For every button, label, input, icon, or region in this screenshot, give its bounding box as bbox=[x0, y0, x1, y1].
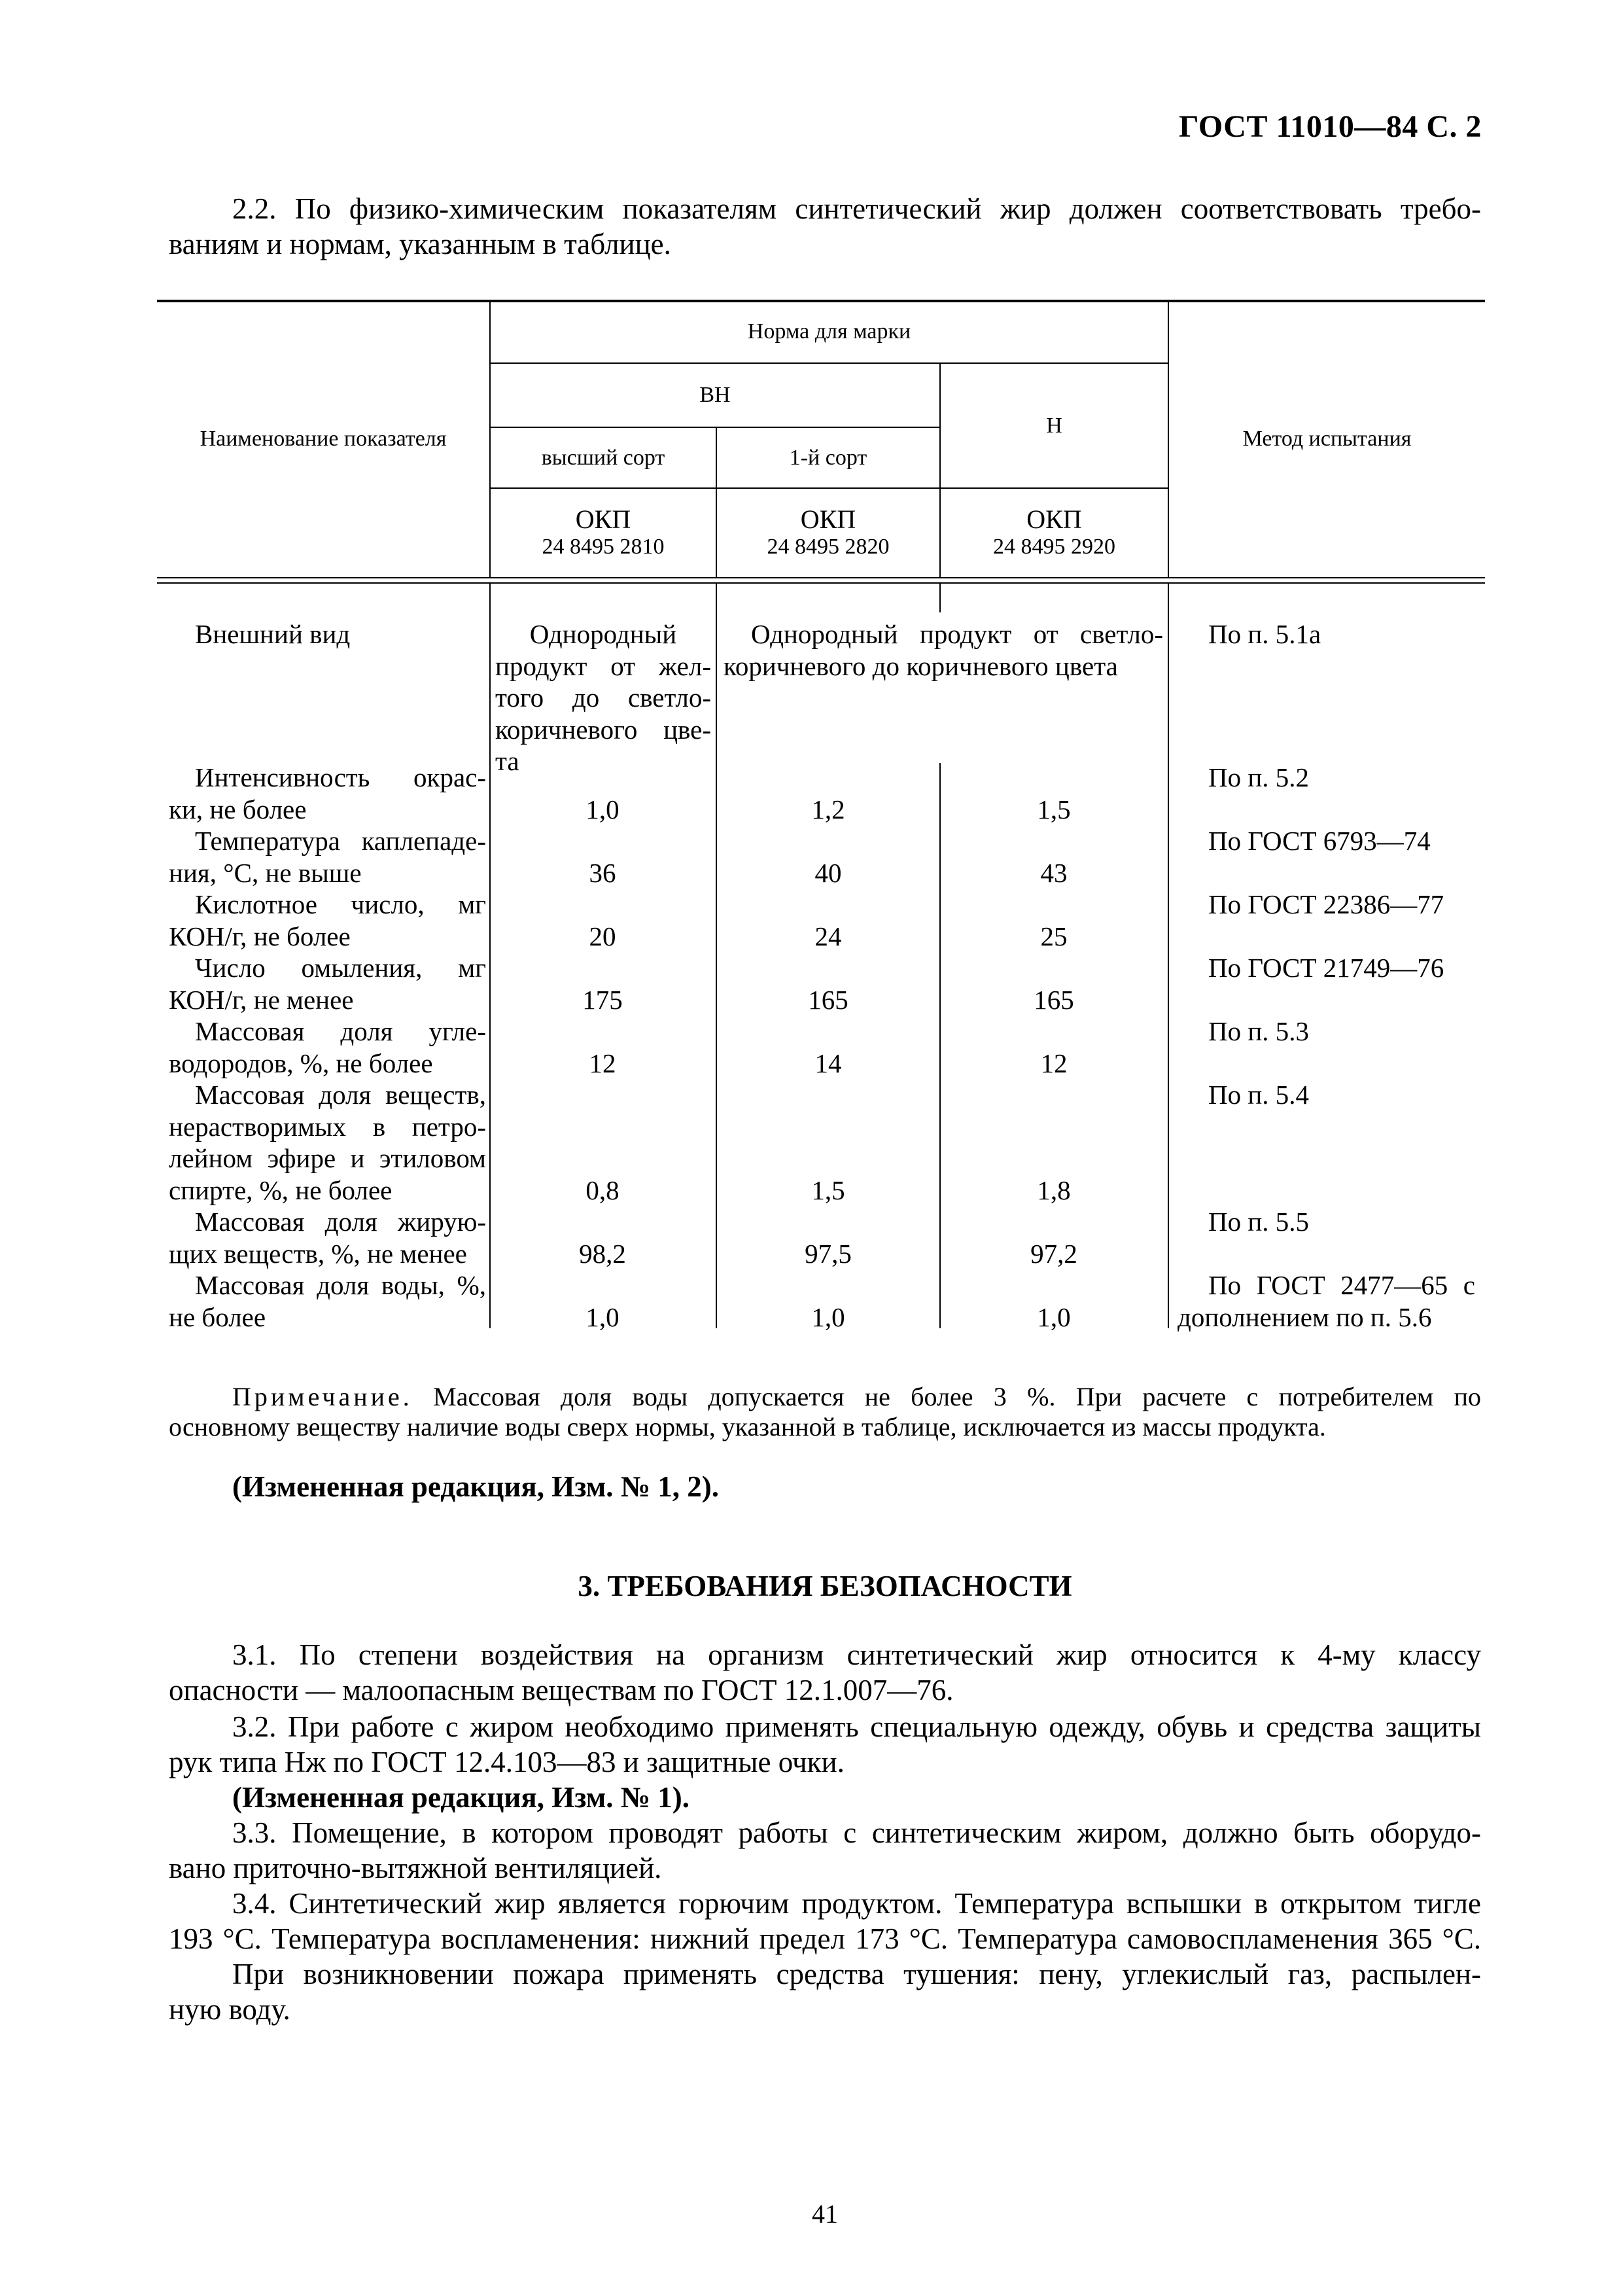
norm-value: 1,0 bbox=[811, 1301, 845, 1332]
appearance-name: Внешний вид bbox=[195, 619, 351, 649]
norm-value: 97,2 bbox=[1030, 1238, 1077, 1269]
table-header-bottom-rule bbox=[157, 582, 1485, 584]
paragraph-3-4-line: 193 °С. Температура воспламенения: нижний предел 173 °С. Температура самовоспламенения 365 °С. bbox=[169, 1922, 1481, 1955]
norm-value: 175 bbox=[582, 984, 623, 1015]
indicator-name-line: Массовая доля жирую- bbox=[195, 1207, 486, 1237]
test-method bbox=[1208, 889, 1506, 921]
norm-value: 20 bbox=[589, 921, 616, 951]
paragraph-3-1-line: 3.1. По степени воздействия на организм синтетический жир относится к 4-му классу bbox=[232, 1638, 1481, 1671]
paragraph-3-4-line: 3.4. Синтетический жир является горючим продуктом. Температура вспышки в открытом тигле bbox=[232, 1887, 1481, 1920]
indicator-name-line: ния, °С, не выше bbox=[169, 857, 362, 888]
paragraph-3-5-line: ную воду. bbox=[169, 1993, 290, 2026]
table-column-rule bbox=[716, 582, 717, 1328]
norm-value: 165 bbox=[808, 984, 848, 1015]
norm-value: 36 bbox=[589, 857, 616, 888]
norm-value: 24 bbox=[814, 921, 842, 951]
indicator-name-line: Массовая доля воды, %, bbox=[195, 1270, 486, 1300]
indicator-name-line: водородов, %, не более bbox=[169, 1048, 433, 1078]
norm-value: 1,5 bbox=[1037, 794, 1071, 824]
okp-label: ОКП bbox=[575, 504, 631, 534]
norm-value: 14 bbox=[814, 1048, 842, 1078]
norm-value: 12 bbox=[1040, 1048, 1068, 1078]
indicator-name-line: КОН/г, не менее bbox=[169, 984, 354, 1015]
okp-code: 24 8495 2810 bbox=[542, 534, 665, 559]
appearance-grade-1-and-n bbox=[724, 618, 1163, 682]
header-indicator-name: Наименование показателя bbox=[200, 427, 447, 451]
header-test-method: Метод испытания bbox=[1242, 427, 1412, 451]
header-first-grade: 1-й сорт bbox=[789, 445, 867, 470]
norm-value: 1,5 bbox=[811, 1174, 845, 1205]
section-3-amendment: (Измененная редакция, Изм. № 1). bbox=[232, 1781, 690, 1814]
header-grade-n: Н bbox=[1046, 413, 1062, 438]
test-method bbox=[1208, 952, 1506, 984]
norm-value: 165 bbox=[1034, 984, 1074, 1015]
norm-value: 1,8 bbox=[1037, 1174, 1071, 1205]
note-line: основному веществу наличие воды сверх нормы, указанной в таблице, исключается из массы продукта. bbox=[169, 1412, 1326, 1441]
indicator-name-line: нерастворимых в петро- bbox=[169, 1111, 486, 1142]
appearance-line: та bbox=[495, 746, 519, 776]
test-method bbox=[1208, 1079, 1506, 1111]
header-okp-2 bbox=[717, 489, 939, 577]
indicator-name-line: Интенсивность окрас- bbox=[195, 762, 486, 792]
test-method-line: По п. 5.3 bbox=[1208, 1016, 1310, 1046]
note-line bbox=[169, 1382, 1481, 1412]
appearance-line: Однородный bbox=[529, 619, 677, 649]
appearance-top-grade bbox=[495, 618, 711, 777]
paragraph-3-2-line: 3.2. При работе с жиром необходимо применять специальную одежду, обувь и средства защиты bbox=[232, 1710, 1481, 1743]
norm-value: 1,0 bbox=[1037, 1301, 1071, 1332]
note-label: Примечание. bbox=[232, 1382, 413, 1411]
indicator-name-line: Массовая доля веществ, bbox=[195, 1080, 486, 1110]
norm-value: 97,5 bbox=[805, 1238, 852, 1269]
test-method bbox=[1208, 1206, 1506, 1238]
okp-code: 24 8495 2920 bbox=[993, 534, 1115, 559]
paragraph-3-2-line: рук типа Нж по ГОСТ 12.4.103—83 и защитные очки. bbox=[169, 1746, 845, 1778]
header-grade-vn: ВН bbox=[699, 383, 731, 407]
indicator-name bbox=[169, 1016, 486, 1079]
indicator-name-line: Кислотное число, мг bbox=[195, 889, 486, 919]
indicator-name bbox=[169, 889, 486, 952]
document-header: ГОСТ 11010—84 С. 2 bbox=[1179, 109, 1482, 144]
test-method-line: По ГОСТ 2477—65 с bbox=[1208, 1270, 1475, 1300]
section-3-body bbox=[169, 1637, 1481, 2027]
norm-value: 1,2 bbox=[811, 794, 845, 824]
indicator-name bbox=[169, 1206, 486, 1269]
indicator-name bbox=[169, 1269, 486, 1333]
test-method-line: По п. 5.5 bbox=[1208, 1207, 1310, 1237]
indicator-name-line: не более bbox=[169, 1301, 266, 1332]
indicator-name-line: спирте, %, не более bbox=[169, 1174, 393, 1205]
note-text: Массовая доля воды допускается не более 3 %. При расчете с потребителем по bbox=[433, 1382, 1482, 1411]
norm-value: 1,0 bbox=[585, 1301, 620, 1332]
indicator-name-line: щих веществ, %, не менее bbox=[169, 1238, 467, 1269]
indicator-name bbox=[169, 1079, 486, 1206]
test-method-line: По ГОСТ 22386—77 bbox=[1208, 889, 1444, 919]
appearance-line: того до светло- bbox=[495, 682, 711, 713]
paragraph-line: ваниям и нормам, указанным в таблице. bbox=[169, 228, 671, 260]
amendment-note bbox=[169, 1469, 1481, 1504]
paragraph-3-3-line: вано приточно-вытяжной вентиляцией. bbox=[169, 1852, 662, 1884]
header-okp-3 bbox=[941, 489, 1168, 577]
appearance-line: коричневого цве- bbox=[495, 714, 711, 745]
norm-value: 25 bbox=[1040, 921, 1068, 951]
okp-label: ОКП bbox=[800, 504, 856, 534]
table-column-rule bbox=[939, 763, 941, 1328]
indicator-name-line: Число омыления, мг bbox=[195, 953, 486, 983]
indicator-name bbox=[169, 762, 486, 825]
norm-value: 12 bbox=[589, 1048, 616, 1078]
amendment-text: (Измененная редакция, Изм. № 1, 2). bbox=[232, 1470, 720, 1503]
test-method-line: дополнением по п. 5.6 bbox=[1178, 1301, 1432, 1332]
test-method-line: По п. 5.2 bbox=[1208, 762, 1310, 792]
indicator-name-line: Температура каплепаде- bbox=[195, 826, 486, 856]
paragraph-line: 2.2. По физико-химическим показателям синтетический жир должен соответствовать требо- bbox=[232, 192, 1481, 225]
table-column-rule bbox=[1168, 582, 1169, 1328]
test-method-line: По ГОСТ 6793—74 bbox=[1208, 826, 1431, 856]
test-method bbox=[1208, 1016, 1506, 1048]
table-note bbox=[169, 1382, 1481, 1442]
norm-value: 1,0 bbox=[585, 794, 620, 824]
indicator-name-line: лейном эфире и этиловом bbox=[169, 1143, 486, 1173]
table-header-bottom-rule bbox=[157, 577, 1485, 578]
indicator-name-line: ки, не более bbox=[169, 794, 307, 824]
header-top-grade: высший сорт bbox=[541, 445, 665, 470]
test-method-line: По п. 5.4 bbox=[1208, 1080, 1310, 1110]
header-norm-for-grade: Норма для марки bbox=[747, 319, 911, 344]
norm-value: 40 bbox=[814, 857, 842, 888]
indicator-name-line: Массовая доля угле- bbox=[195, 1016, 486, 1046]
norm-value: 98,2 bbox=[579, 1238, 626, 1269]
paragraph-3-3-line: 3.3. Помещение, в котором проводят работы с синтетическим жиром, должно быть оборудо- bbox=[232, 1816, 1481, 1849]
test-method bbox=[1178, 1269, 1475, 1333]
table-column-rule bbox=[489, 582, 491, 1328]
indicator-name bbox=[169, 952, 486, 1016]
table-column-rule bbox=[939, 582, 941, 612]
section-3-title: 3. ТРЕБОВАНИЯ БЕЗОПАСНОСТИ bbox=[578, 1570, 1072, 1602]
appearance-line: коричневого до коричневого цвета bbox=[724, 650, 1118, 681]
page-number: 41 bbox=[812, 2199, 838, 2229]
header-okp-1 bbox=[491, 489, 716, 577]
appearance-line: продукт от жел- bbox=[495, 650, 711, 681]
okp-code: 24 8495 2820 bbox=[767, 534, 890, 559]
indicator-name bbox=[169, 825, 486, 889]
appearance-method: По п. 5.1а bbox=[1208, 619, 1321, 649]
norm-value: 0,8 bbox=[585, 1174, 620, 1205]
appearance-line: Однородный продукт от светло- bbox=[751, 619, 1163, 649]
indicator-name-line: КОН/г, не более bbox=[169, 921, 351, 951]
test-method bbox=[1208, 825, 1506, 857]
norm-value: 43 bbox=[1040, 857, 1068, 888]
test-method-line: По ГОСТ 21749—76 bbox=[1208, 953, 1444, 983]
test-method bbox=[1208, 762, 1506, 794]
paragraph-3-5-line: При возникновении пожара применять средства тушения: пену, углекислый газ, распылен- bbox=[232, 1958, 1481, 1990]
paragraph-3-1-line: опасности — малоопасным веществам по ГОСТ 12.1.007—76. bbox=[169, 1674, 954, 1706]
okp-label: ОКП bbox=[1026, 504, 1082, 534]
